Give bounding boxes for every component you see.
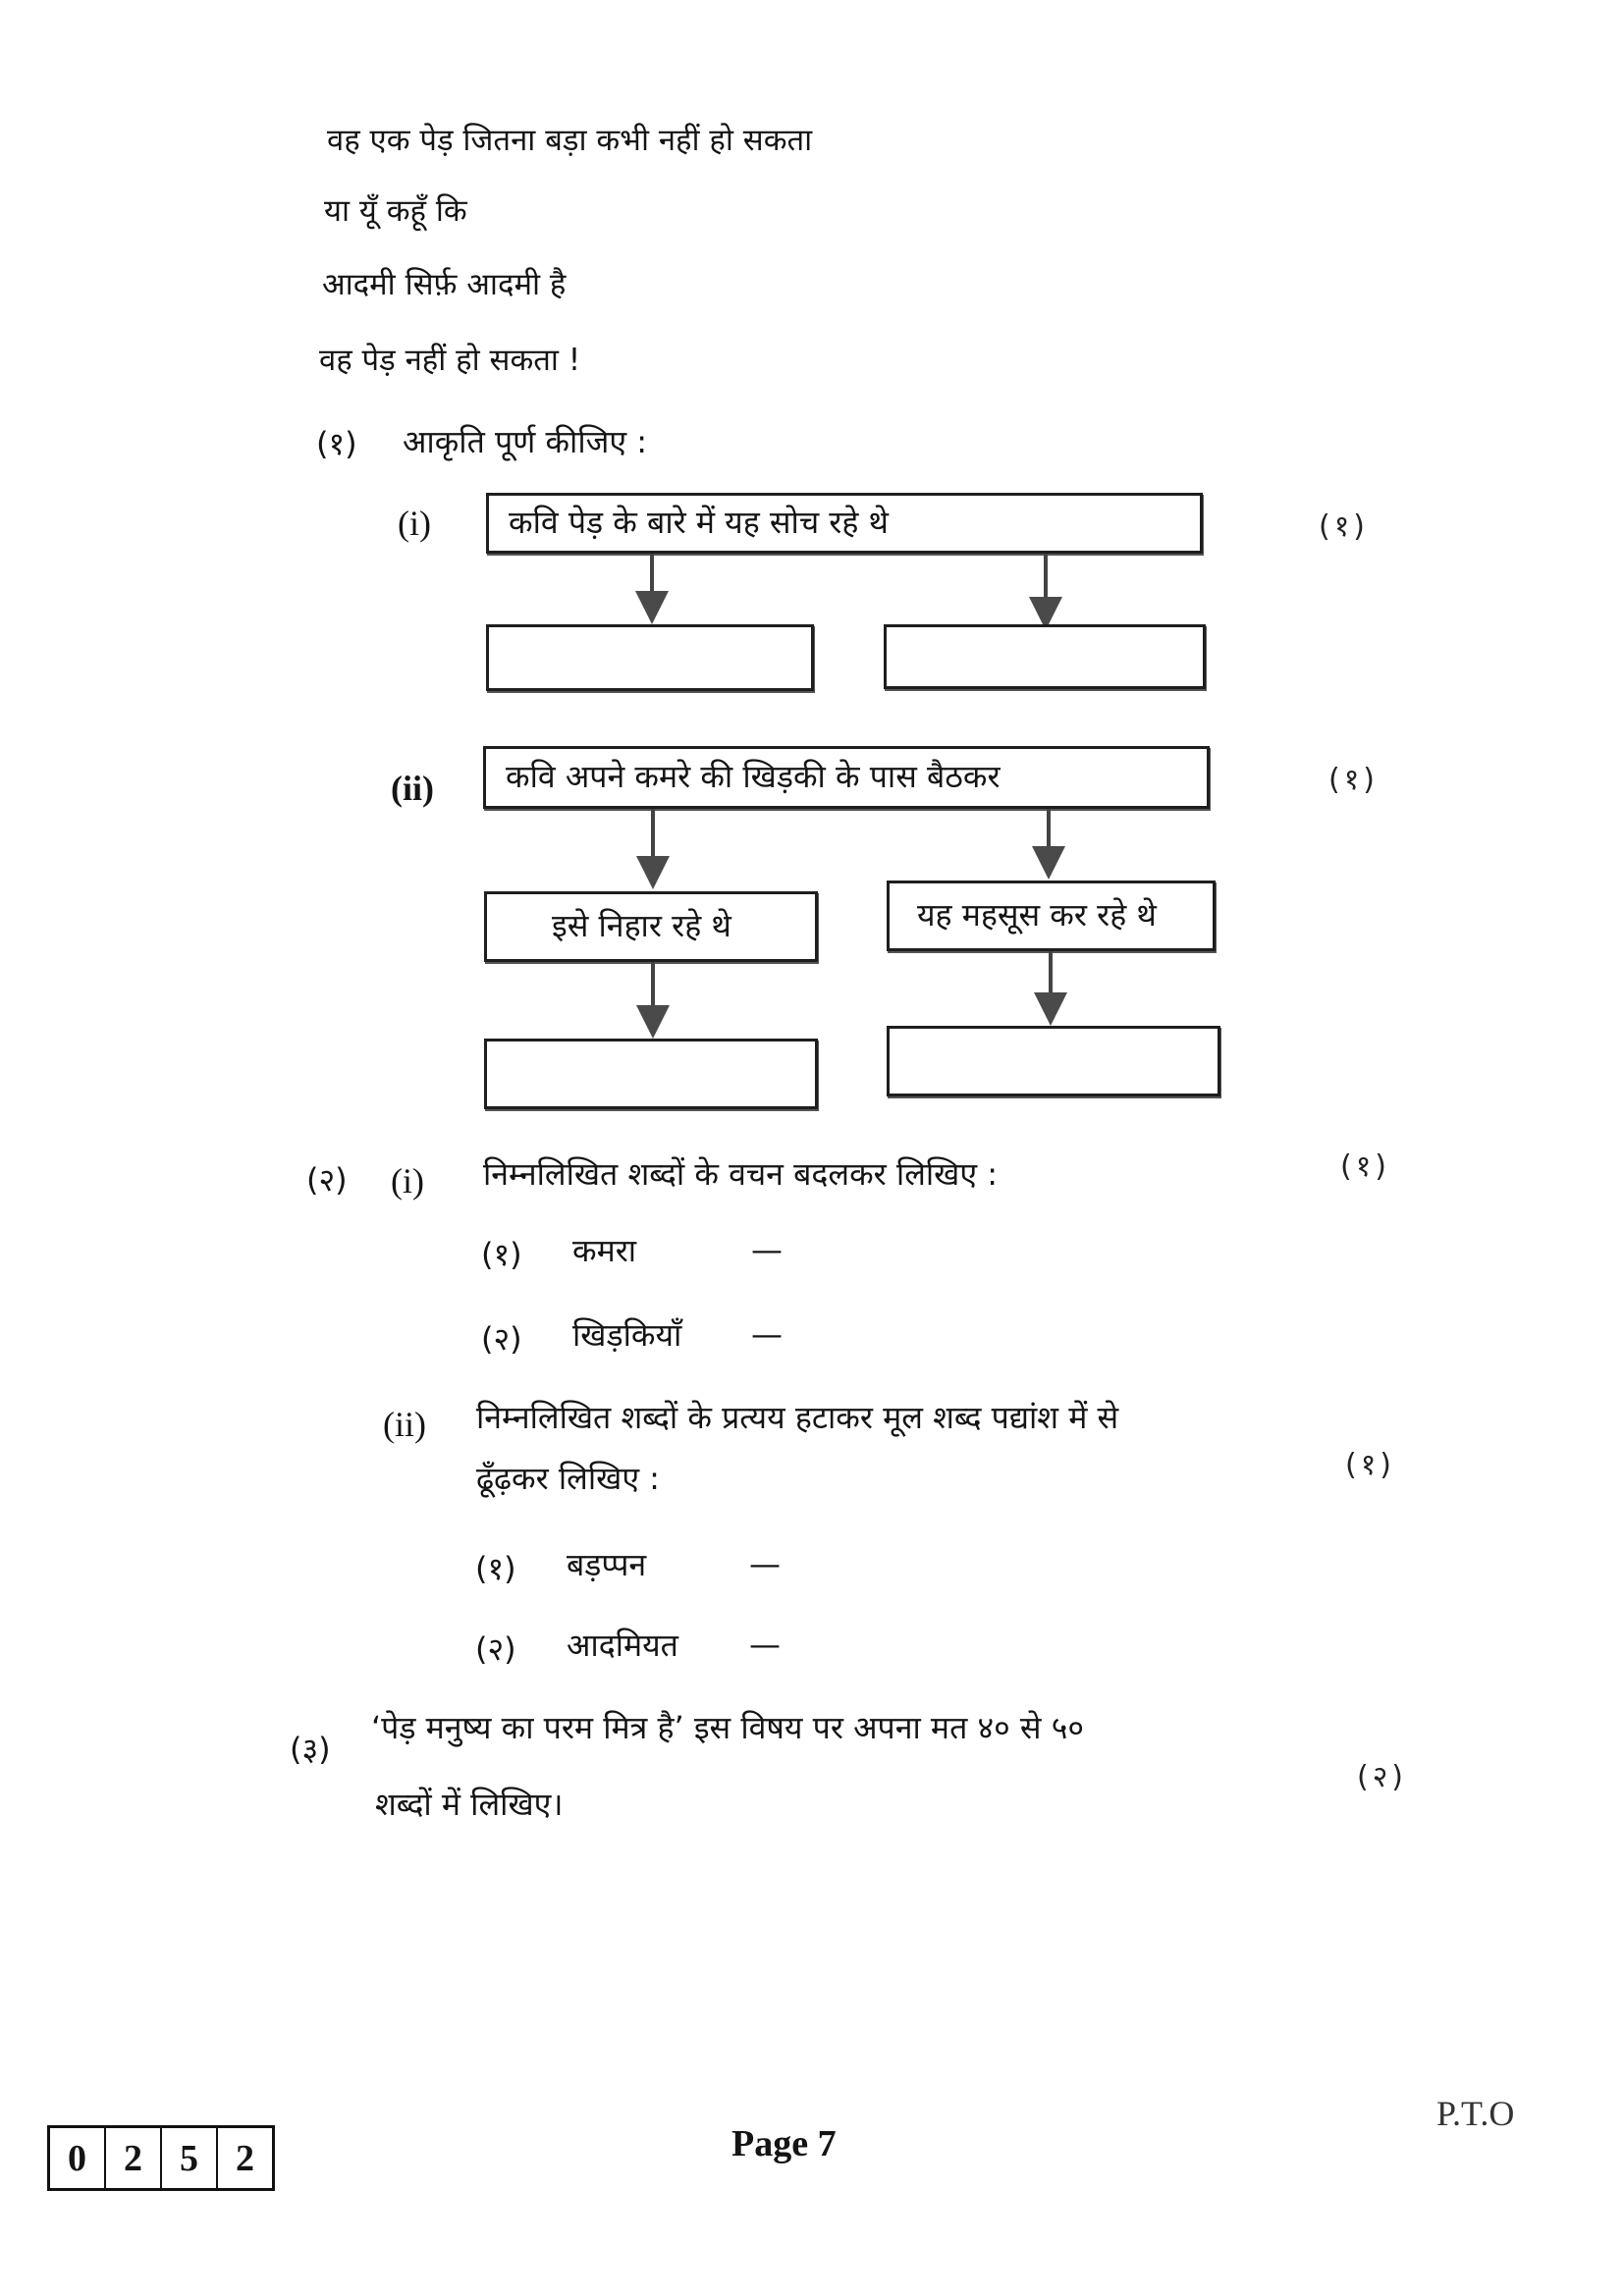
q2-number: (२) xyxy=(306,1161,348,1199)
diagram-ii-top-box xyxy=(483,746,1210,809)
diagram-i-top-text: कवि पेड़ के बारे में यह सोच रहे थे xyxy=(509,503,890,541)
diagram-ii-marks: (१) xyxy=(1328,763,1380,797)
arrow-down-icon xyxy=(1029,554,1062,630)
q1-instruction: आकृति पूर्ण कीजिए : xyxy=(403,423,648,460)
paper-code-digit: 2 xyxy=(106,2128,162,2188)
diagram-i-marks: (१) xyxy=(1319,509,1370,544)
q2-part-ii-marks: (१) xyxy=(1345,1448,1396,1482)
q2-part-i-marks: (१) xyxy=(1340,1149,1391,1184)
q3-number: (३) xyxy=(290,1731,331,1768)
arrow-down-icon xyxy=(635,554,669,624)
list-item-word: खिड़कियाँ xyxy=(572,1316,682,1354)
diagram-ii-answer-box-left[interactable] xyxy=(484,1039,818,1109)
answer-dash: — xyxy=(749,1545,781,1582)
list-item-number: (२) xyxy=(481,1320,522,1358)
paper-code-digit: 5 xyxy=(162,2128,218,2188)
answer-dash: — xyxy=(751,1231,783,1268)
arrow-down-icon xyxy=(636,962,670,1041)
list-item-number: (१) xyxy=(481,1236,522,1273)
poem-line: वह एक पेड़ जितना बड़ा कभी नहीं हो सकता xyxy=(327,123,813,158)
paper-code-box xyxy=(47,2125,275,2191)
q2-part-ii-label: (ii) xyxy=(383,1405,426,1444)
q2-part-i-instruction: निम्नलिखित शब्दों के वचन बदलकर लिखिए : xyxy=(483,1155,999,1193)
arrow-down-icon xyxy=(1032,809,1065,880)
poem-line: वह पेड़ नहीं हो सकता ! xyxy=(319,343,581,378)
diagram-ii-mid-box-right xyxy=(887,881,1216,951)
list-item-word: बड़प्पन xyxy=(567,1546,647,1583)
diagram-i-answer-box-right[interactable] xyxy=(884,624,1206,689)
answer-dash: — xyxy=(749,1626,781,1663)
diagram-ii-top-text: कवि अपने कमरे की खिड़की के पास बैठकर xyxy=(506,757,1001,795)
q1-number: (१) xyxy=(316,425,357,462)
paper-code-digit: 0 xyxy=(50,2128,106,2188)
pto-label: P.T.O xyxy=(1436,2094,1515,2133)
q2-part-i-label: (i) xyxy=(391,1161,424,1201)
arrow-down-icon xyxy=(636,809,670,891)
answer-dash: — xyxy=(751,1315,783,1353)
diagram-ii-label: (ii) xyxy=(391,769,434,808)
q2-part-ii-instruction-line1: निम्नलिखित शब्दों के प्रत्यय हटाकर मूल शब्द पद्यांश में से xyxy=(476,1399,1119,1436)
list-item-number: (२) xyxy=(475,1630,516,1668)
list-item-number: (१) xyxy=(475,1550,516,1587)
diagram-i-top-box xyxy=(486,493,1203,554)
list-item-word: आदमियत xyxy=(567,1627,678,1664)
diagram-ii-mid-box-left xyxy=(484,891,818,962)
diagram-i-label: (i) xyxy=(398,504,431,543)
poem-line: या यूँ कहूँ कि xyxy=(324,193,467,229)
diagram-ii-mid-right-text: यह महसूस कर रहे थे xyxy=(917,895,1157,934)
page-number: Page 7 xyxy=(731,2123,837,2164)
diagram-ii-mid-left-text: इसे निहार रहे थे xyxy=(552,906,731,944)
paper-code-digit: 2 xyxy=(236,2137,254,2179)
list-item-word: कमरा xyxy=(572,1232,637,1269)
poem-line: आदमी सिर्फ़ आदमी है xyxy=(322,267,567,302)
diagram-ii-answer-box-right[interactable] xyxy=(887,1026,1220,1096)
diagram-i-answer-box-left[interactable] xyxy=(486,624,814,691)
q3-line1: ‘पेड़ मनुष्य का परम मित्र है’ इस विषय पर अपना मत ४० से ५० xyxy=(371,1709,1085,1746)
q2-part-ii-instruction-line2: ढूँढ़कर लिखिए : xyxy=(476,1460,660,1497)
arrow-down-icon xyxy=(1034,951,1067,1026)
q3-marks: (२) xyxy=(1357,1760,1408,1794)
q3-line2: शब्दों में लिखिए। xyxy=(375,1786,564,1823)
